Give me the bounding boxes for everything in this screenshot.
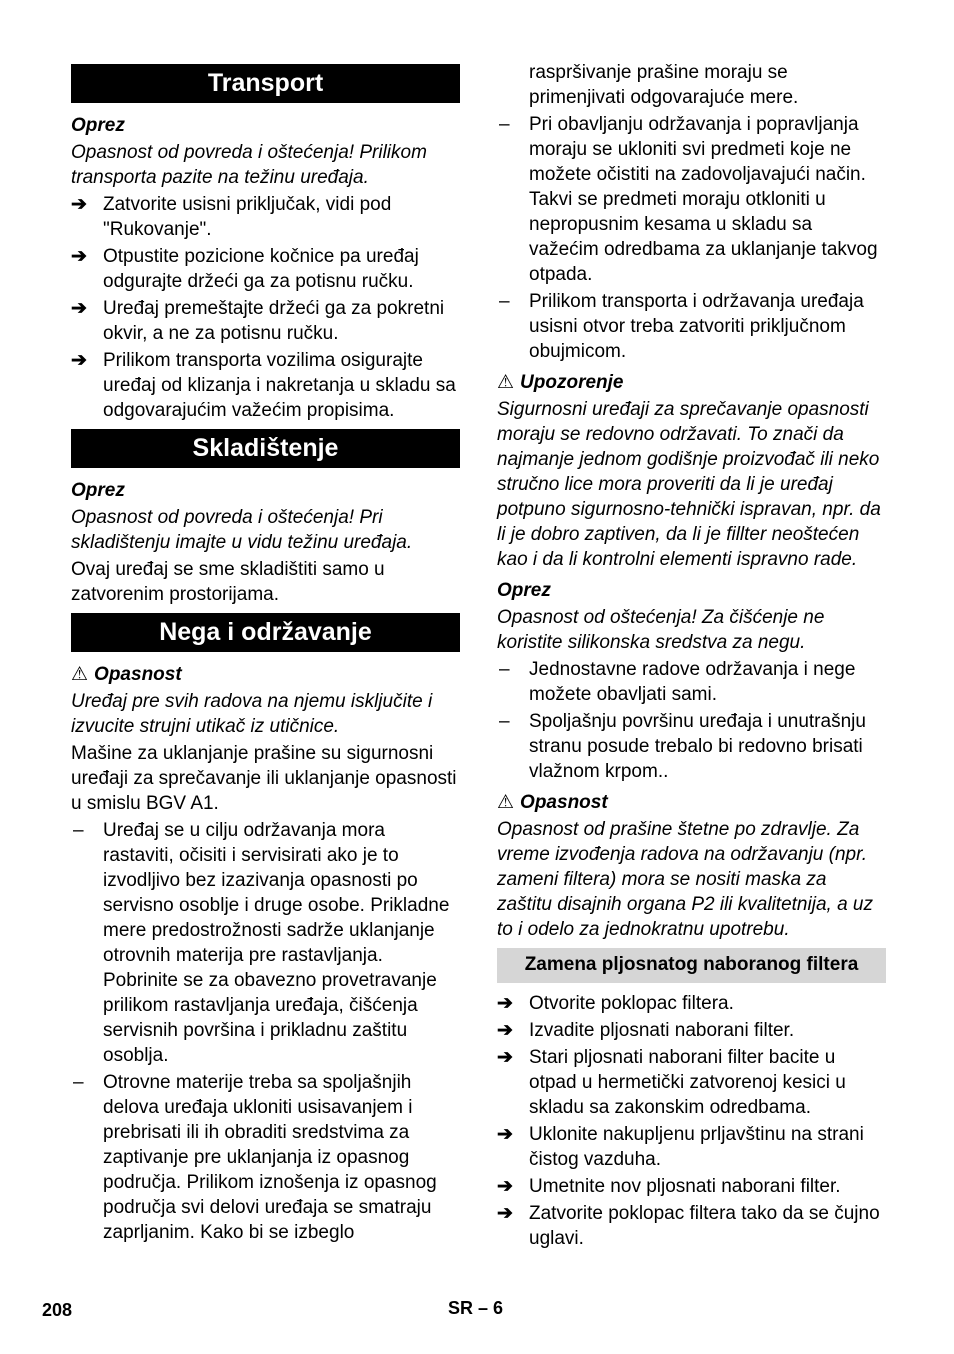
- arrow-right-icon: ➔: [497, 1203, 513, 1224]
- storage-text: Ovaj uređaj se sme skladištiti samo u zatvorenim prostorijama.: [71, 559, 385, 605]
- caution-label: Oprez: [497, 580, 551, 601]
- right-column: [497, 58, 886, 1253]
- danger-text: Opasnost od prašine štetne po zdravlje. Za vreme izvođenja radova na održavanju (npr. zameni filtera) mora se nositi maska za zaštitu disajnih organa P2 ili kvalitetnija, a uz to i odelo za jednokratnu upotrebu.: [497, 819, 873, 940]
- subsection-title-filter: Zamena pljosnatog naboranog filtera: [497, 948, 886, 983]
- arrow-right-icon: ➔: [71, 194, 87, 215]
- dash-marker: –: [499, 711, 510, 732]
- caution-text: Opasnost od povreda i oštećenja! Pri skladištenju imajte u vidu težinu uređaja.: [71, 507, 413, 553]
- danger-text: Uređaj pre svih radova na njemu isključite i izvucite strujni utikač iz utičnice.: [71, 691, 433, 737]
- dash-marker: –: [73, 1072, 84, 1093]
- list-item: ➔ Umetnite nov pljosnati naborani filter.: [497, 1176, 841, 1197]
- list-item: – Prilikom transporta i održavanja uređaja usisni otvor treba zatvoriti priključnom obujmicom.: [499, 291, 864, 362]
- list-item: – Otrovne materije treba sa spoljašnjih delova uređaja ukloniti usisavanjem i prebrisati ili ih obraditi sredstvima za zaptivanje pre uklanjanja iz opasnog područja. Prilikom iznošenja iz opasnog područja svi delovi uređaja se smatraju zaprljanim. Kako bi se izbeglo: [73, 1072, 437, 1243]
- list-item: – Jednostavne radove održavanja i nege možete obavljati sami.: [499, 659, 856, 705]
- continued-text: raspršivanje prašine moraju se primenjivati odgovarajuće mere.: [529, 62, 799, 108]
- warning-triangle-icon: ⚠: [497, 792, 515, 813]
- page-number: 208: [42, 1300, 73, 1320]
- list-item: – Spoljašnju površinu uređaja i unutrašnju stranu posude trebalo bi redovno brisati vlažnom krpom..: [499, 711, 866, 782]
- dash-marker: –: [73, 820, 84, 841]
- list-item: – Uređaj se u cilju održavanja mora rastaviti, očisiti i servisirati ako je to izvodljivo bez izazivanja opasnosti po servisno osoblje i druge osobe. Prikladne mere predostrožnosti sadrže uklanjanje otrovnih materija pre rastavljanja. Pobrinite se za obavezno provetravanje prilikom rastavljanja uređaja, čišćenja servisnih površina i prikladnu zaštitu osoblja.: [73, 820, 450, 1066]
- section-title-maintenance: Nega i održavanje: [71, 613, 460, 652]
- danger-label: ⚠ Opasnost: [71, 664, 182, 685]
- arrow-right-icon: ➔: [497, 1020, 513, 1041]
- warning-triangle-icon: ⚠: [497, 372, 515, 393]
- dash-marker: –: [499, 114, 510, 135]
- arrow-right-icon: ➔: [497, 1124, 513, 1145]
- list-item: – Pri obavljanju održavanja i popravljanja moraju se ukloniti svi predmeti koje ne možete očistiti na zadovoljavajući način. Takvi se predmeti moraju otkloniti u nepropusnim kesama u skladu sa važećim odredbama za uklanjanje takvog otpada.: [499, 114, 878, 285]
- section-title-storage: Skladištenje: [71, 429, 460, 468]
- arrow-right-icon: ➔: [497, 1047, 513, 1068]
- section-title-transport: Transport: [71, 64, 460, 103]
- danger-label: ⚠ Opasnost: [497, 792, 608, 813]
- list-item: ➔ Prilikom transporta vozilima osigurajte uređaj od klizanja i nakretanja u skladu sa odgovarajućim važećim propisima.: [71, 350, 456, 421]
- list-item: ➔ Otvorite poklopac filtera.: [497, 993, 734, 1014]
- left-column: [71, 58, 460, 1247]
- warning-text: Sigurnosni uređaji za sprečavanje opasnosti moraju se redovno održavati. To znači da najmanje jednom godišnje proizvođač ili neko stručno lice mora proveriti da li je uređaj potpuno sigurnosno-tehnički ispravan, npr. da li je dobro zaptiven, da li je fillter neoštećen kao i da li kontrolni elementi ispravno rade.: [497, 399, 881, 570]
- caution-label: Oprez: [71, 480, 125, 501]
- caution-text: Opasnost od oštećenja! Za čišćenje ne koristite silikonska sredstva za negu.: [497, 607, 825, 653]
- list-item: ➔ Uklonite nakupljenu prljavštinu na strani čistog vazduha.: [497, 1124, 864, 1170]
- arrow-right-icon: ➔: [71, 298, 87, 319]
- dash-marker: –: [499, 659, 510, 680]
- caution-text: Opasnost od povreda i oštećenja! Prilikom transporta pazite na težinu uređaja.: [71, 142, 427, 188]
- list-item: ➔ Zatvorite usisni priključak, vidi pod "Rukovanje".: [71, 194, 392, 240]
- list-item: ➔ Otpustite pozicione kočnice pa uređaj odgurajte držeći ga za potisnu ručku.: [71, 246, 419, 292]
- arrow-right-icon: ➔: [71, 350, 87, 371]
- list-item: ➔ Izvadite pljosnati naborani filter.: [497, 1020, 795, 1041]
- page-code: SR – 6: [448, 1298, 504, 1318]
- maintenance-intro: Mašine za uklanjanje prašine su sigurnosni uređaji za sprečavanje ili uklanjanje opasnosti u smislu BGV A1.: [71, 743, 457, 814]
- arrow-right-icon: ➔: [497, 993, 513, 1014]
- list-item: ➔ Zatvorite poklopac filtera tako da se čujno uglavi.: [497, 1203, 880, 1249]
- caution-label: Oprez: [71, 115, 125, 136]
- warning-triangle-icon: ⚠: [71, 664, 89, 685]
- arrow-right-icon: ➔: [71, 246, 87, 267]
- dash-marker: –: [499, 291, 510, 312]
- warning-label: ⚠ Upozorenje: [497, 372, 624, 393]
- list-item: ➔ Uređaj premeštajte držeći ga za pokretni okvir, a ne za potisnu ručku.: [71, 298, 445, 344]
- arrow-right-icon: ➔: [497, 1176, 513, 1197]
- list-item: ➔ Stari pljosnati naborani filter bacite u otpad u hermetički zatvorenoj kesici u skladu sa zakonskim odredbama.: [497, 1047, 846, 1118]
